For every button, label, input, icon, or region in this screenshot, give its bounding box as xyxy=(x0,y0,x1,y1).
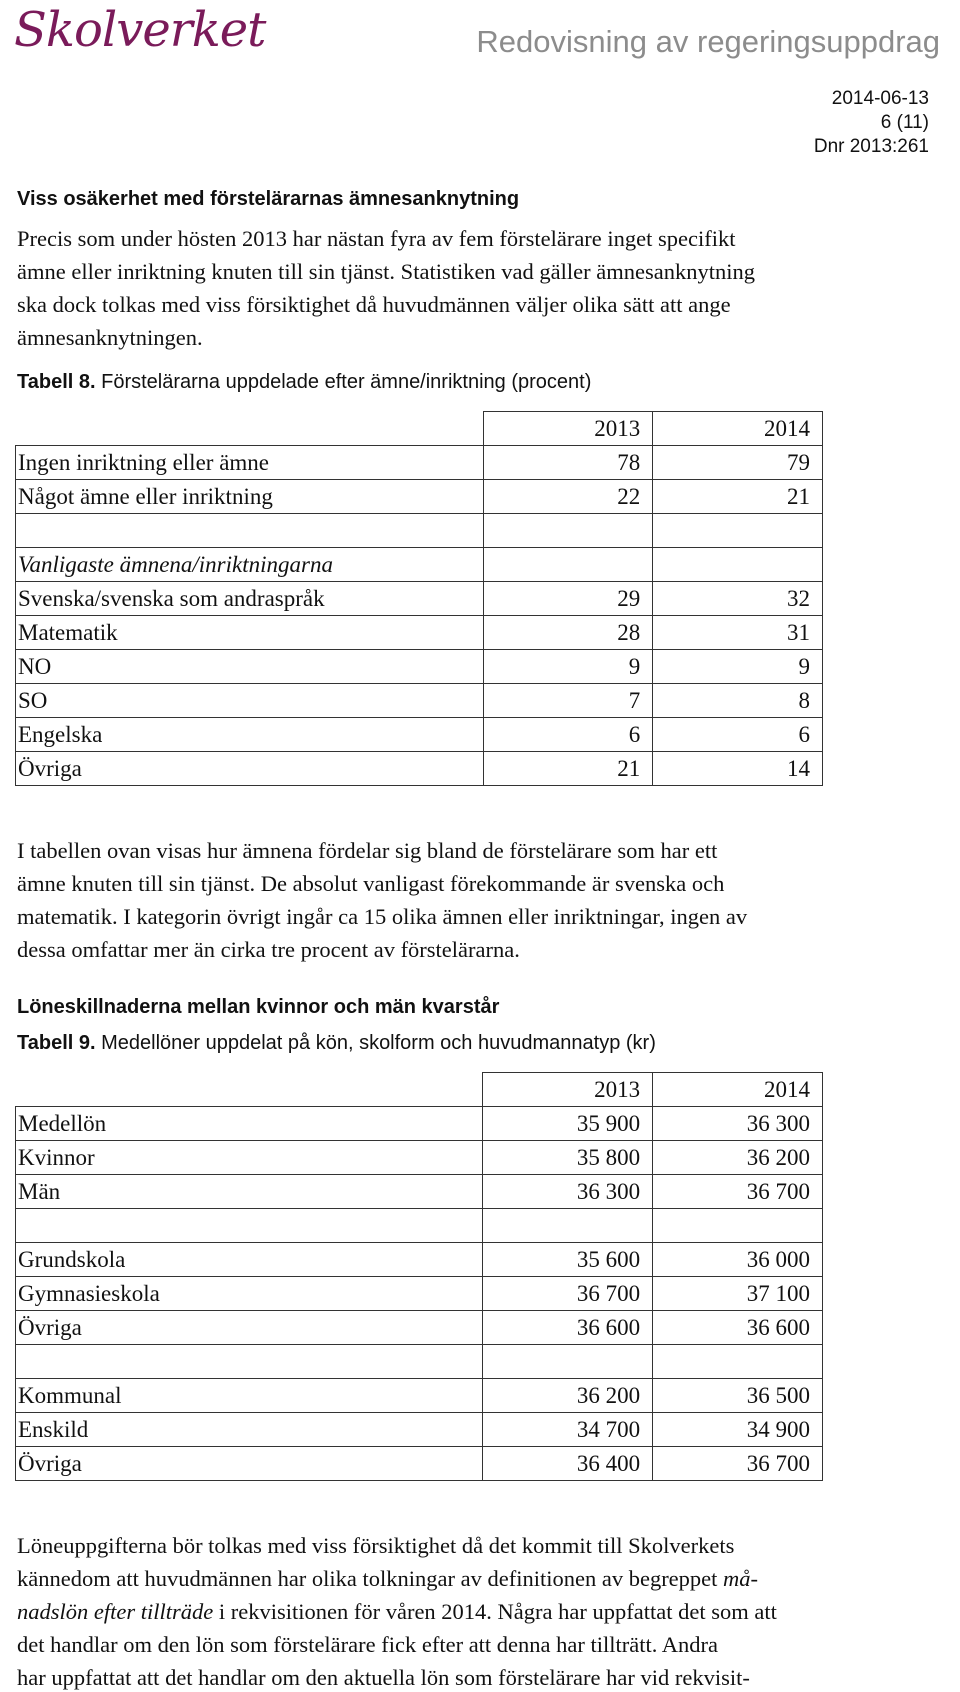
table-cell: Övriga xyxy=(16,752,484,786)
table-cell: Matematik xyxy=(16,616,484,650)
table-cell: 31 xyxy=(653,616,823,650)
document-meta xyxy=(814,87,929,159)
table-cell: 36 400 xyxy=(483,1447,653,1481)
paragraph-line: matematik. I kategorin övrigt ingår ca 15 olika ämnen eller inriktningar, ingen av xyxy=(17,904,748,929)
table-cell: NO xyxy=(16,650,484,684)
table-cell xyxy=(483,1209,653,1243)
table-cell: 36 700 xyxy=(483,1277,653,1311)
table-cell xyxy=(483,1345,653,1379)
table-header-cell xyxy=(16,412,484,446)
table-cell: SO xyxy=(16,684,484,718)
table-cell: 6 xyxy=(653,718,823,752)
table-cell: 34 700 xyxy=(483,1413,653,1447)
table-row xyxy=(16,1413,823,1447)
table8-caption-label: Tabell 8. xyxy=(17,371,96,393)
table-cell: 36 700 xyxy=(653,1447,823,1481)
table-header-cell xyxy=(16,1073,483,1107)
table-row xyxy=(16,752,823,786)
table-cell: 79 xyxy=(653,446,823,480)
paragraph-line: ämnesanknytningen. xyxy=(17,325,203,350)
table-header-cell: 2013 xyxy=(483,1073,653,1107)
paragraph-line xyxy=(17,1562,942,1595)
table-subheading-cell: Vanligaste ämnena/inriktningarna xyxy=(16,548,484,582)
table-row xyxy=(16,1243,823,1277)
table-row xyxy=(16,480,823,514)
paragraph-line xyxy=(17,1595,942,1628)
table-header-cell: 2014 xyxy=(653,1073,823,1107)
table-cell: Övriga xyxy=(16,1447,483,1481)
table-spacer-row xyxy=(16,514,823,548)
table-cell: Engelska xyxy=(16,718,484,752)
table-row xyxy=(16,684,823,718)
table-cell: 36 600 xyxy=(653,1311,823,1345)
table-cell: 36 200 xyxy=(653,1141,823,1175)
skolverket-logo: Skolverket xyxy=(14,2,266,58)
section-heading-subject: Viss osäkerhet med förstelärarnas ämnesanknytning xyxy=(17,188,520,210)
table-cell: 8 xyxy=(653,684,823,718)
table-cell: Något ämne eller inriktning xyxy=(16,480,484,514)
table-cell: 35 900 xyxy=(483,1107,653,1141)
table-cell xyxy=(653,548,823,582)
table-row xyxy=(16,1175,823,1209)
paragraph-line: ämne eller inriktning knuten till sin tjänst. Statistiken vad gäller ämnesanknytning xyxy=(17,259,755,284)
paragraph-table8-comment xyxy=(17,834,942,966)
paragraph-line: dessa omfattar mer än cirka tre procent av förstelärarna. xyxy=(17,937,520,962)
table-spacer-row xyxy=(16,1345,823,1379)
table-cell: 9 xyxy=(483,650,653,684)
page-number: 6 (11) xyxy=(880,112,929,133)
paragraph-line: Löneuppgifterna bör tolkas med viss försiktighet då det kommit till Skolverkets xyxy=(17,1533,735,1558)
table-cell: 14 xyxy=(653,752,823,786)
paragraph-text: kännedom att huvudmännen har olika tolkningar av definitionen av begreppet xyxy=(17,1566,724,1591)
section-heading-salary: Löneskillnaderna mellan kvinnor och män kvarstår xyxy=(17,996,500,1018)
table-cell: 36 200 xyxy=(483,1379,653,1413)
table-cell: 35 600 xyxy=(483,1243,653,1277)
table-cell: Övriga xyxy=(16,1311,483,1345)
paragraph-line: har uppfattat att det handlar om den aktuella lön som förstelärare har vid rekvisit- xyxy=(17,1665,750,1690)
table-cell: Grundskola xyxy=(16,1243,483,1277)
paragraph-line: ämne knuten till sin tjänst. De absolut vanligast förekommande är svenska och xyxy=(17,871,725,896)
table-row xyxy=(16,1107,823,1141)
table-cell: 36 300 xyxy=(483,1175,653,1209)
table-cell: Svenska/svenska som andraspråk xyxy=(16,582,484,616)
paragraph-subject xyxy=(17,222,942,354)
table-cell: 22 xyxy=(483,480,653,514)
table9-caption-label: Tabell 9. xyxy=(17,1032,96,1054)
table-cell: Kommunal xyxy=(16,1379,483,1413)
table-cell: 32 xyxy=(653,582,823,616)
table-cell: Enskild xyxy=(16,1413,483,1447)
table-row xyxy=(16,1379,823,1413)
table-row xyxy=(16,446,823,480)
table-spacer-row xyxy=(16,1209,823,1243)
table-cell: 6 xyxy=(483,718,653,752)
document-dnr: Dnr 2013:261 xyxy=(813,136,929,157)
table-cell: 35 800 xyxy=(483,1141,653,1175)
table-header-row xyxy=(16,412,823,446)
paragraph-line: ska dock tolkas med viss försiktighet då huvudmännen väljer olika sätt att ange xyxy=(17,292,731,317)
document-date: 2014-06-13 xyxy=(831,88,929,109)
table-row xyxy=(16,650,823,684)
table-cell xyxy=(483,514,653,548)
table-row xyxy=(16,616,823,650)
table-cell: 78 xyxy=(483,446,653,480)
table-row xyxy=(16,1447,823,1481)
table-cell: 36 600 xyxy=(483,1311,653,1345)
table-cell xyxy=(16,1345,483,1379)
table-cell: Män xyxy=(16,1175,483,1209)
paragraph-salary-comment xyxy=(17,1529,942,1692)
table-subheading-row xyxy=(16,548,823,582)
report-title: Redovisning av regeringsuppdrag xyxy=(476,24,940,59)
table-cell: 37 100 xyxy=(653,1277,823,1311)
table-cell: 7 xyxy=(483,684,653,718)
table-cell: Kvinnor xyxy=(16,1141,483,1175)
paragraph-emphasis: må- xyxy=(723,1566,759,1591)
table-salaries xyxy=(15,1072,823,1481)
table-header-cell: 2013 xyxy=(483,412,653,446)
table-cell: 34 900 xyxy=(653,1413,823,1447)
table9-caption-text: Medellöner uppdelat på kön, skolform och huvudmannatyp (kr) xyxy=(95,1032,656,1054)
table-row xyxy=(16,1311,823,1345)
table-cell xyxy=(653,514,823,548)
table-cell xyxy=(653,1345,823,1379)
table8-caption-text: Förstelärarna uppdelade efter ämne/inriktning (procent) xyxy=(95,371,592,393)
table-cell: Gymnasieskola xyxy=(16,1277,483,1311)
paragraph-line: I tabellen ovan visas hur ämnena fördelar sig bland de förstelärare som har ett xyxy=(17,838,718,863)
table-row xyxy=(16,582,823,616)
table-header-row xyxy=(16,1073,823,1107)
table-cell xyxy=(16,514,484,548)
table-cell: 29 xyxy=(483,582,653,616)
table-cell: 21 xyxy=(483,752,653,786)
table-cell: 21 xyxy=(653,480,823,514)
table-cell: 36 700 xyxy=(653,1175,823,1209)
paragraph-text: i rekvisitionen för våren 2014. Några har uppfattat det som att xyxy=(213,1599,777,1624)
table9-caption xyxy=(17,1032,656,1055)
table-cell: 36 500 xyxy=(653,1379,823,1413)
table-cell: 9 xyxy=(653,650,823,684)
table-cell: Medellön xyxy=(16,1107,483,1141)
table-cell xyxy=(653,1209,823,1243)
paragraph-emphasis: nadslön efter tillträde xyxy=(17,1599,214,1624)
table-row xyxy=(16,718,823,752)
table-cell: 36 300 xyxy=(653,1107,823,1141)
table-header-cell: 2014 xyxy=(653,412,823,446)
table-row xyxy=(16,1277,823,1311)
table-cell xyxy=(483,548,653,582)
paragraph-line: Precis som under hösten 2013 har nästan fyra av fem förstelärare inget specifikt xyxy=(17,226,736,251)
table-cell: 36 000 xyxy=(653,1243,823,1277)
table-cell: 28 xyxy=(483,616,653,650)
table-cell: Ingen inriktning eller ämne xyxy=(16,446,484,480)
paragraph-line: det handlar om den lön som förstelärare fick efter att denna har tillträtt. Andra xyxy=(17,1632,718,1657)
table8-caption xyxy=(17,371,591,394)
table-row xyxy=(16,1141,823,1175)
table-subjects xyxy=(15,411,823,786)
table-cell xyxy=(16,1209,483,1243)
